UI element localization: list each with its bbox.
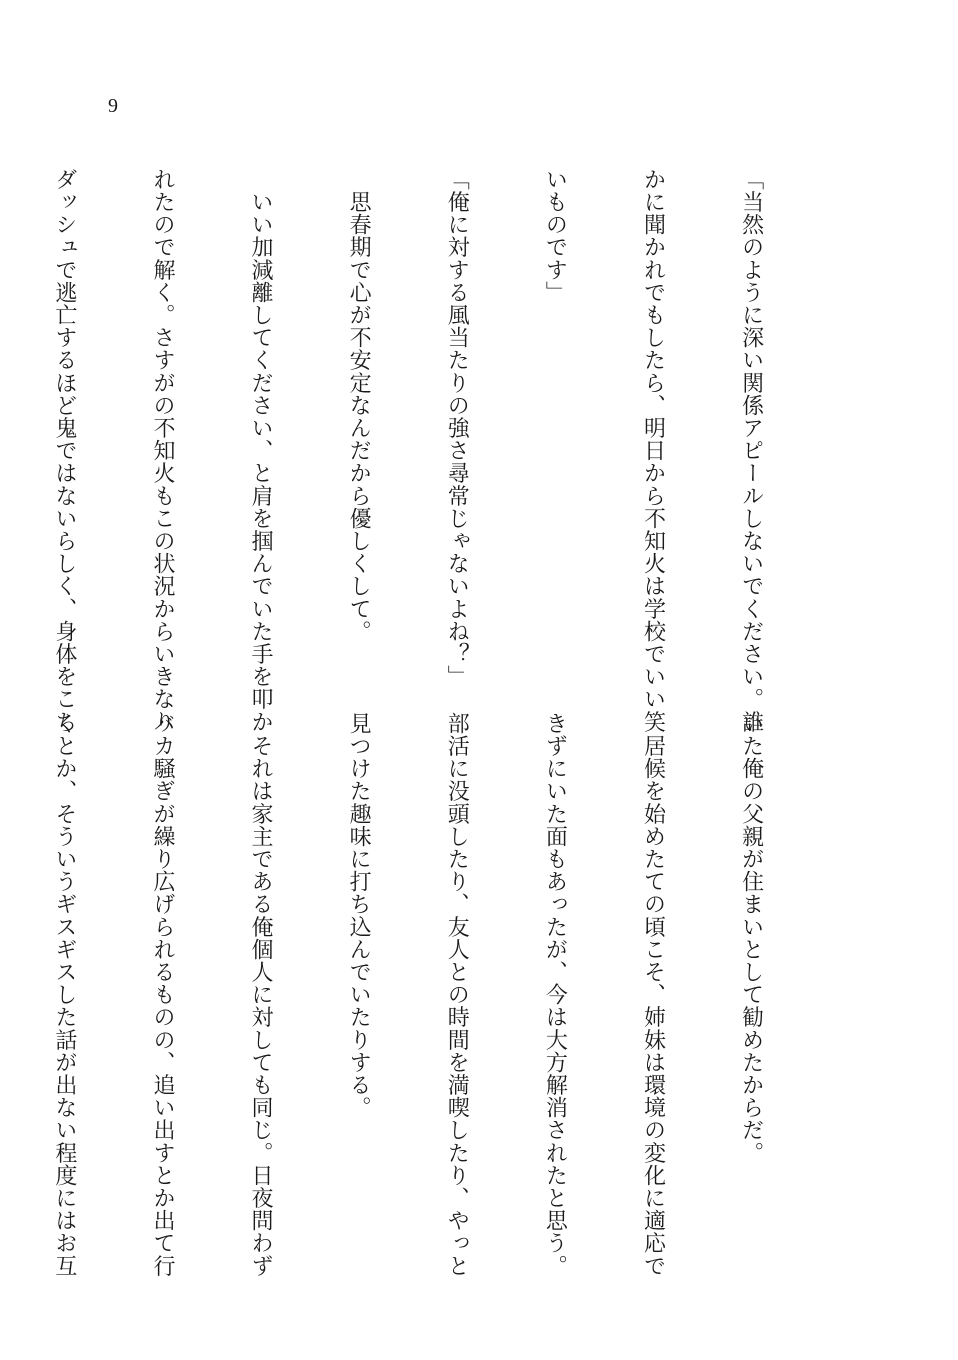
text-column: れたので解く。さすがの不知火もこの状況からいきなり (149, 168, 175, 733)
text-column: 見つけた趣味に打ち込んでいたりする。 (346, 712, 372, 1119)
page-number: 9 (108, 95, 118, 117)
upper-text-section (51, 168, 832, 733)
text-column: かに聞かれでもしたら、明日から不知火は学校でいい笑 (640, 168, 666, 733)
text-column: 「俺に対する風当たりの強さ尋常じゃないよね？」 (444, 168, 470, 688)
text-column: 居候を始めたての頃こそ、姉妹は環境の変化に適応で (640, 712, 666, 1277)
text-column: いい加減離してください、と肩を掴んでいた手を叩か (248, 168, 274, 733)
text-column: バカ騒ぎが繰り広げられるものの、追い出すとか出て行 (149, 712, 175, 1277)
text-column: 思春期で心が不安定なんだから優しくして。 (346, 168, 372, 643)
text-column: それは家主である俺個人に対しても同じ。日夜問わず (248, 712, 274, 1277)
text-column: 「当然のように深い関係アピールしないでください。誰 (738, 168, 764, 733)
text-column: きずにいた面もあったが、今は大方解消されたと思う。 (542, 712, 568, 1277)
text-column: いた俺の父親が住まいとして勧めたからだ。 (738, 712, 764, 1164)
text-column: いものです」 (542, 168, 568, 304)
lower-text-section (51, 712, 832, 1277)
text-column: 部活に没頭したり、友人との時間を満喫したり、やっと (444, 712, 470, 1277)
text-column: くとか、そういうギスギスした話が出ない程度にはお互 (51, 712, 77, 1277)
text-column: ダッシュで逃亡するほど鬼ではないらしく、身体をこち (51, 168, 77, 733)
